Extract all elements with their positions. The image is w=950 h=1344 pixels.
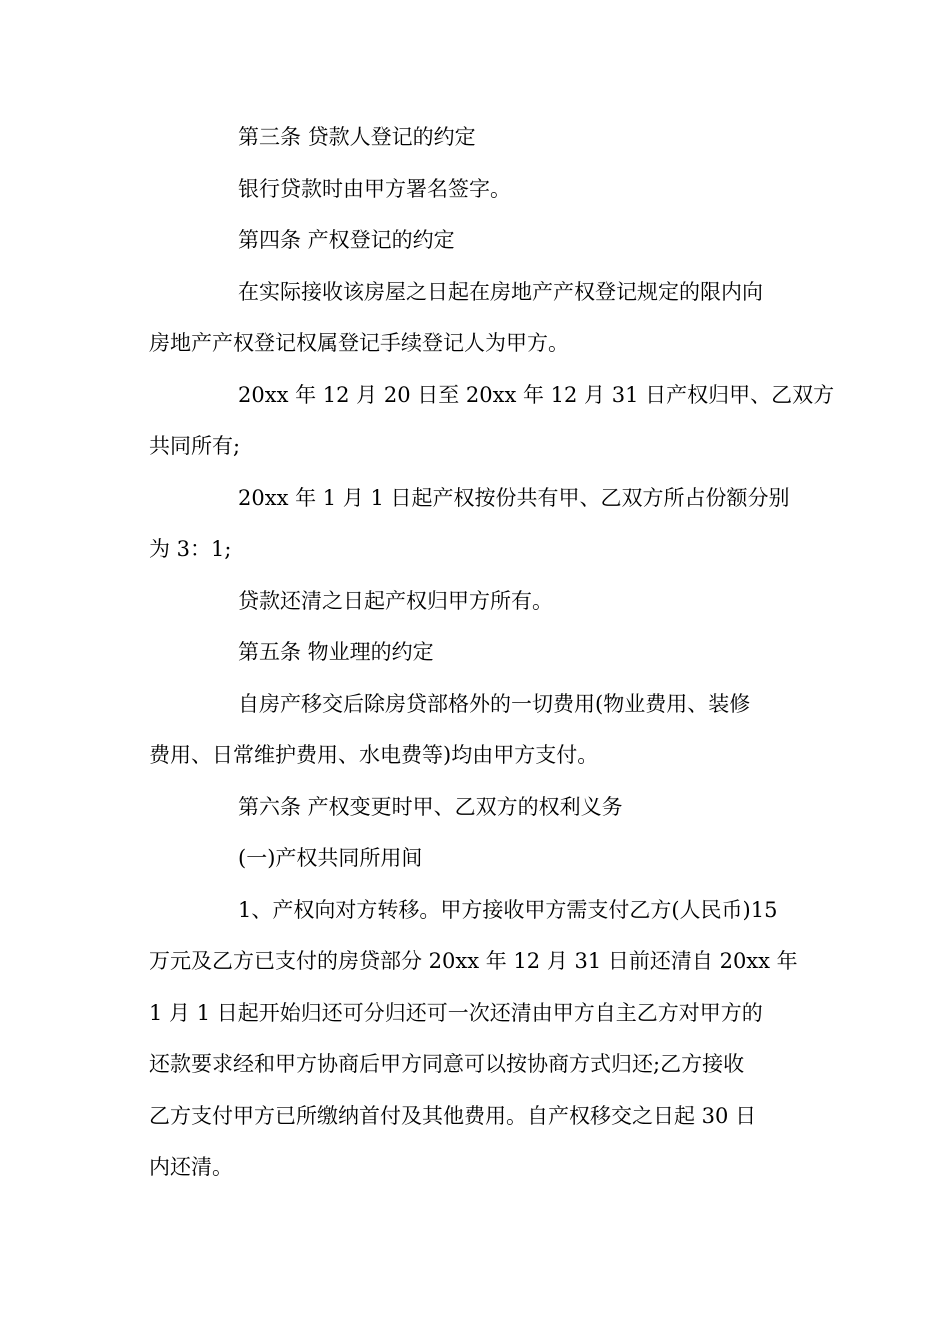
text-line: 为 3：1; [149, 537, 232, 561]
text-line: (一)产权共同所用间 [238, 846, 423, 870]
text-line: 还款要求经和甲方协商后甲方同意可以按协商方式归还;乙方接收 [149, 1052, 745, 1076]
text-line: 20xx 年 1 月 1 日起产权按份共有甲、乙双方所占份额分别 [238, 485, 790, 510]
paragraph [149, 679, 803, 782]
text-line: 第五条 物业理的约定 [238, 640, 434, 664]
paragraph [149, 164, 803, 216]
text-line: 第三条 贷款人登记的约定 [238, 125, 476, 149]
paragraph [149, 370, 835, 473]
text-line: 自房产移交后除房贷部格外的一切费用(物业费用、装修 [238, 691, 751, 716]
text-line: 第四条 产权登记的约定 [238, 228, 455, 252]
paragraph [149, 885, 803, 1194]
text-line: 贷款还清之日起产权归甲方所有。 [238, 588, 553, 613]
text-line: 万元及乙方已支付的房贷部分 20xx 年 12 月 31 日前还清自 20xx 年 [149, 949, 798, 973]
text-line: 20xx 年 12 月 20 日至 20xx 年 12 月 31 日产权归甲、乙双方 [238, 382, 835, 407]
text-line: 银行贷款时由甲方署名签字。 [238, 176, 511, 201]
text-line: 房地产产权登记权属登记手续登记人为甲方。 [149, 331, 569, 355]
text-line: 1 月 1 日起开始归还可分归还可一次还清由甲方自主乙方对甲方的 [149, 1000, 763, 1025]
text-line: 乙方支付甲方已所缴纳首付及其他费用。自产权移交之日起 30 日 [149, 1103, 757, 1128]
paragraph [149, 473, 803, 576]
text-line: 1、产权向对方转移。甲方接收甲方需支付乙方(人民币)15 [238, 897, 778, 922]
paragraph [149, 267, 803, 370]
document-body [149, 112, 835, 1194]
article-4-heading [149, 215, 803, 267]
section-heading [149, 833, 803, 885]
text-line: 共同所有; [149, 434, 241, 458]
article-5-heading [149, 627, 803, 679]
article-3-heading [149, 112, 803, 164]
text-line: 内还清。 [149, 1155, 233, 1179]
paragraph [149, 576, 803, 628]
text-line: 第六条 产权变更时甲、乙双方的权利义务 [238, 794, 623, 819]
text-line: 在实际接收该房屋之日起在房地产产权登记规定的限内向 [238, 279, 763, 304]
text-line: 费用、日常维护费用、水电费等)均由甲方支付。 [149, 743, 599, 767]
article-6-heading [149, 782, 803, 834]
